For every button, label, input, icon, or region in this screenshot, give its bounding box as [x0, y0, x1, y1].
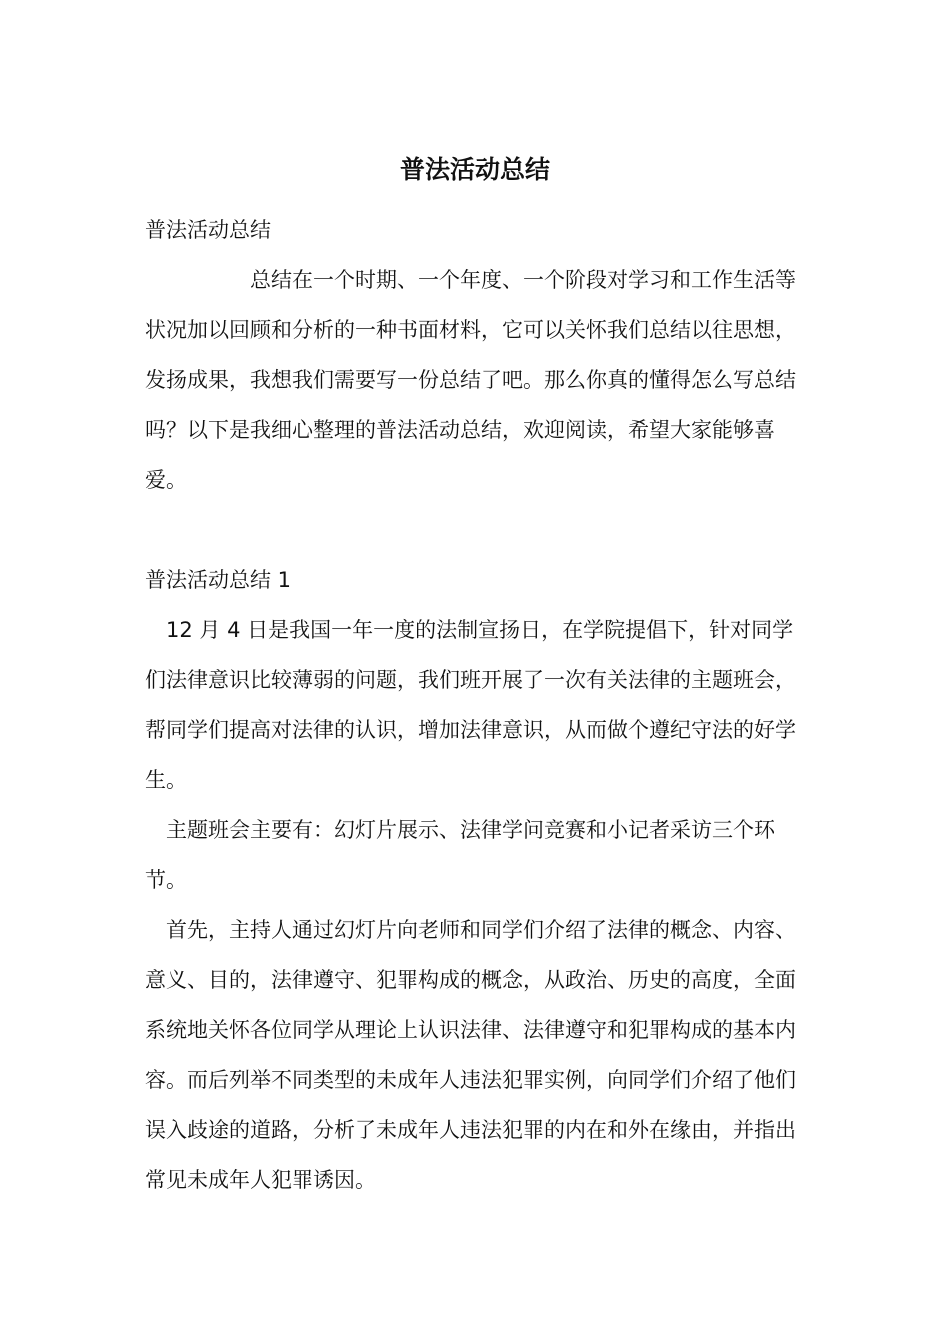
- document-title: 普法活动总结: [399, 155, 550, 184]
- body-paragraph: 首先，主持人通过幻灯片向老师和同学们介绍了法律的概念、内容、意义、目的，法律遵守、犯罪构成的概念，从政治、历史的高度，全面系统地关怀各位同学从理论上认识法律、法律遵守和犯罪构成的基本内容。而后列举不同类型的未成年人违法犯罪实例，向同学们介绍了他们误入歧途的道路，分析了未成年人违法犯罪的内在和外在缘由，并指出常见未成年人犯罪诱因。: [145, 918, 796, 1192]
- section-spacer: [145, 505, 805, 555]
- body-paragraph: 主题班会主要有：幻灯片展示、法律学问竞赛和小记者采访三个环节。: [145, 818, 775, 892]
- document-subtitle: 普法活动总结: [145, 218, 271, 242]
- document-body: [145, 205, 805, 1205]
- section-heading: 普法活动总结 1: [145, 568, 292, 592]
- intro-paragraph: 总结在一个时期、一个年度、一个阶段对学习和工作生活等状况加以回顾和分析的一种书面材料，它可以关怀我们总结以往思想，发扬成果，我想我们需要写一份总结了吧。那么你真的懂得怎么写总结吗？以下是我细心整理的普法活动总结，欢迎阅读，希望大家能够喜爱。: [145, 268, 796, 492]
- body-paragraph: 12 月 4 日是我国一年一度的法制宣扬日，在学院提倡下，针对同学们法律意识比较薄弱的问题，我们班开展了一次有关法律的主题班会，帮同学们提高对法律的认识，增加法律意识，从而做个遵纪守法的好学生。: [145, 618, 796, 792]
